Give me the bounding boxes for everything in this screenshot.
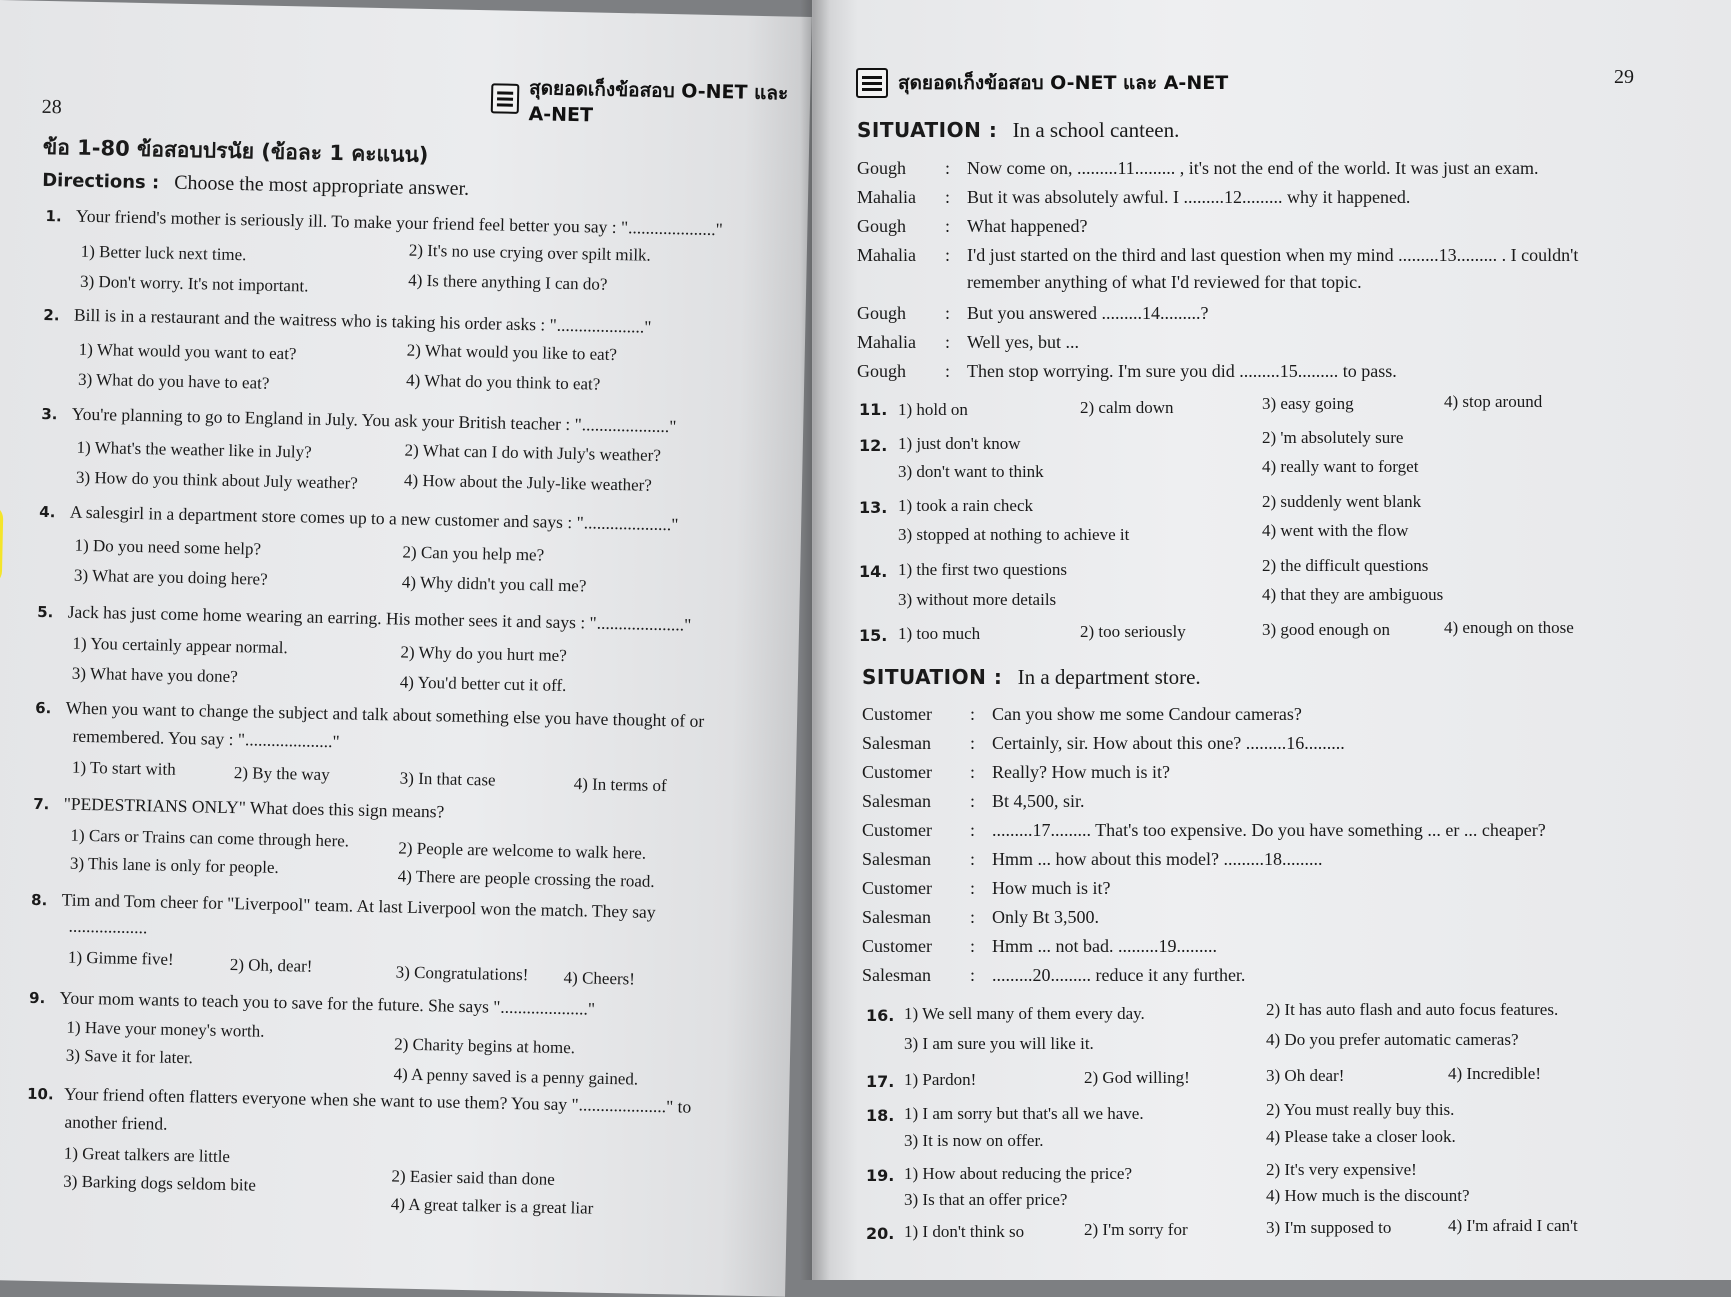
question-number: 13.: [859, 498, 888, 517]
dialogue-line: Gough : But you answered .........14.........?: [857, 303, 1697, 332]
dialogue-line: Salesman : Bt 4,500, sir.: [862, 791, 1702, 820]
option[interactable]: 2) It has auto flash and auto focus features.: [1266, 1000, 1559, 1019]
page-number: 29: [1614, 66, 1634, 88]
option[interactable]: 2) the difficult questions: [1262, 556, 1429, 575]
option[interactable]: 3) don't want to think: [898, 462, 1044, 481]
line-text: Really? How much is it?: [992, 762, 1170, 782]
speaker: Gough: [857, 361, 906, 381]
question-number: 8.: [30, 890, 48, 910]
option[interactable]: 1) We sell many of them every day.: [904, 1004, 1145, 1023]
question-number: 20.: [866, 1224, 895, 1243]
option[interactable]: 3) How do you think about July weather?: [75, 467, 359, 493]
question-7: [33, 793, 773, 830]
option[interactable]: 3) Don't worry. It's not important.: [79, 271, 309, 296]
option[interactable]: 3) without more details: [898, 590, 1057, 609]
speaker: Customer: [862, 820, 932, 840]
option[interactable]: 2) Oh, dear!: [229, 955, 313, 976]
question-number: 9.: [28, 988, 46, 1008]
question-number: 14.: [859, 562, 888, 581]
option[interactable]: 1) hold on: [898, 400, 968, 419]
option[interactable]: 4) Incredible!: [1448, 1064, 1541, 1083]
directions-label: Directions :: [42, 169, 160, 194]
line-text: I'd just started on the third and last question when my mind .........13......... . I couldn't: [967, 245, 1579, 265]
option[interactable]: 1) Cars or Trains can come through here.: [70, 825, 350, 851]
option[interactable]: 2) Easier said than done: [391, 1166, 555, 1189]
question-text: A salesgirl in a department store comes up to a new customer and says : "....................": [69, 501, 679, 535]
question-number: 16.: [866, 1006, 895, 1025]
speaker: Gough: [857, 158, 906, 178]
section-title: ข้อ 1-80 ข้อสอบปรนัย (ข้อละ 1 คะแนน): [42, 134, 429, 168]
question-text: You're planning to go to England in July. You ask your British teacher : "....................": [71, 403, 677, 437]
option[interactable]: 3) In that case: [399, 768, 496, 790]
option[interactable]: 1) took a rain check: [898, 496, 1033, 515]
option[interactable]: 1) I don't think so: [904, 1222, 1025, 1241]
option[interactable]: 2) People are welcome to walk here.: [398, 838, 647, 863]
question-number: 11.: [859, 400, 888, 419]
book-icon: [856, 68, 888, 98]
book-title: สุดยอดเก็งข้อสอบ O-NET และ A-NET: [898, 72, 1229, 94]
option[interactable]: 1) Pardon!: [904, 1070, 977, 1089]
option[interactable]: 3) Barking dogs seldom bite: [63, 1171, 257, 1195]
option[interactable]: 3) Oh dear!: [1266, 1066, 1345, 1085]
question-text: When you want to change the subject and talk about something else you have thought of or: [65, 697, 705, 731]
line-text: remember anything of what I'd reviewed for that topic.: [967, 272, 1362, 292]
line-text: Well yes, but ...: [967, 332, 1080, 352]
question-3: [41, 403, 781, 440]
dialogue-line: [857, 272, 1697, 303]
question-number: 7.: [32, 794, 50, 814]
line-text: Hmm ... not bad. .........19.........: [992, 936, 1217, 956]
option[interactable]: 1) Gimme five!: [67, 947, 174, 969]
situation-label: SITUATION :: [862, 665, 1003, 689]
option[interactable]: 4) In terms of: [573, 774, 667, 796]
question-number: 3.: [41, 404, 58, 424]
line-text: Bt 4,500, sir.: [992, 791, 1085, 811]
directions-text: Choose the most appropriate answer.: [173, 171, 470, 200]
speaker: Gough: [857, 216, 906, 236]
option[interactable]: 2) Charity begins at home.: [394, 1034, 576, 1058]
question-number: 19.: [866, 1166, 895, 1185]
answer-16: [866, 1006, 894, 1026]
speaker: Salesman: [862, 965, 931, 985]
dialogue-2: [862, 704, 1702, 994]
dialogue-line: Gough : Then stop worrying. I'm sure you did .........15......... to pass.: [857, 361, 1697, 390]
option[interactable]: 3) What do you have to eat?: [77, 369, 270, 393]
line-text: What happened?: [967, 216, 1088, 236]
answer-17: [866, 1072, 894, 1092]
question-number: 17.: [866, 1072, 895, 1091]
speaker: Mahalia: [857, 332, 916, 352]
option[interactable]: 1) To start with: [71, 757, 176, 779]
dialogue-line: Salesman : Certainly, sir. How about this one? .........16.........: [862, 733, 1702, 762]
option[interactable]: 4) Do you prefer automatic cameras?: [1266, 1030, 1519, 1049]
option[interactable]: 2) It's no use crying over spilt milk.: [408, 240, 651, 265]
option[interactable]: 2) Can you help me?: [402, 542, 545, 565]
question-text: Jack has just come home wearing an earring. His mother sees it and says : "....................": [67, 601, 692, 635]
answer-13: [859, 498, 887, 518]
line-text: Certainly, sir. How about this one? .........16.........: [992, 733, 1345, 753]
option[interactable]: 2) too seriously: [1080, 622, 1186, 641]
option[interactable]: 4) went with the flow: [1262, 521, 1409, 540]
option[interactable]: 3) Congratulations!: [395, 962, 529, 985]
line-text: But it was absolutely awful. I .........12......... why it happened.: [967, 187, 1411, 207]
option[interactable]: 2) calm down: [1080, 398, 1174, 417]
speaker: Salesman: [862, 791, 931, 811]
book-icon: [491, 83, 519, 114]
option[interactable]: 3) Save it for later.: [65, 1045, 194, 1068]
situation-label: SITUATION :: [857, 118, 998, 142]
option[interactable]: 4) stop around: [1444, 392, 1543, 411]
option[interactable]: 3) good enough on: [1262, 620, 1390, 639]
answer-14: [859, 562, 887, 582]
option[interactable]: 2) Why do you hurt me?: [400, 642, 567, 666]
dialogue-line: Customer : How much is it?: [862, 878, 1702, 907]
answer-12: [859, 436, 887, 456]
option[interactable]: 4) Cheers!: [563, 968, 636, 989]
option[interactable]: 4) What do you think to eat?: [405, 370, 601, 394]
option[interactable]: 4) that they are ambiguous: [1262, 585, 1444, 604]
question-number: 1.: [45, 207, 62, 226]
option[interactable]: 2) You must really buy this.: [1266, 1100, 1455, 1119]
question-number: 4.: [39, 502, 56, 522]
option[interactable]: 1) Do you need some help?: [74, 535, 262, 559]
option[interactable]: 1) the first two questions: [898, 560, 1068, 579]
line-text: .........17......... That's too expensive. Do you have something ... er ... cheaper?: [992, 820, 1546, 840]
question-number: 6.: [34, 698, 52, 718]
option[interactable]: 2) God willing!: [1084, 1068, 1190, 1087]
question-text-cont: ..................: [68, 915, 148, 938]
option[interactable]: 4) really want to forget: [1262, 457, 1419, 476]
left-page: [0, 0, 812, 1297]
situation-2: [862, 665, 1201, 690]
line-text: Now come on, .........11......... , it's not the end of the world. It was just an exam.: [967, 158, 1539, 178]
dialogue-line: Mahalia : I'd just started on the third and last question when my mind .........13......... . I couldn't: [857, 245, 1697, 272]
situation-text: In a school canteen.: [1012, 118, 1180, 142]
answer-15: [859, 626, 887, 646]
option[interactable]: 4) A great talker is a great liar: [390, 1194, 594, 1218]
option[interactable]: 4) enough on those: [1444, 618, 1574, 637]
speaker: Mahalia: [857, 245, 916, 265]
option[interactable]: 1) How about reducing the price?: [904, 1164, 1132, 1183]
option[interactable]: 2) What can I do with July's weather?: [404, 440, 662, 465]
option[interactable]: 1) Great talkers are little: [63, 1143, 231, 1167]
question-number: 12.: [859, 436, 888, 455]
dialogue-line: Gough : Now come on, .........11......... , it's not the end of the world. It was just an exam.: [857, 158, 1697, 187]
dialogue-line: Salesman : Only Bt 3,500.: [862, 907, 1702, 936]
book-title: สุดยอดเก็งข้อสอบ O-NET และ A-NET: [528, 77, 789, 127]
option[interactable]: 3) It is now on offer.: [904, 1131, 1044, 1150]
option[interactable]: 3) Is that an offer price?: [904, 1190, 1068, 1209]
option[interactable]: 1) What's the weather like in July?: [76, 437, 312, 462]
dialogue-line: Salesman : Hmm ... how about this model? .........18.........: [862, 849, 1702, 878]
question-text: Your friend's mother is seriously ill. To make your friend feel better you say : "....................": [75, 205, 724, 240]
speaker: Gough: [857, 303, 906, 323]
speaker: Salesman: [862, 733, 931, 753]
speaker: Salesman: [862, 849, 931, 869]
answer-18: [866, 1106, 894, 1126]
dialogue-line: Mahalia : But it was absolutely awful. I .........12......... why it happened.: [857, 187, 1697, 216]
option[interactable]: 3) I'm supposed to: [1266, 1218, 1392, 1237]
option[interactable]: 4) Please take a closer look.: [1266, 1127, 1456, 1146]
speaker: Mahalia: [857, 187, 916, 207]
speaker: Customer: [862, 936, 932, 956]
question-text-cont: another friend.: [64, 1111, 168, 1134]
question-5: [37, 601, 777, 638]
line-text: How much is it?: [992, 878, 1111, 898]
question-text: Your friend often flatters everyone when she want to use them? You say "...................." to: [63, 1083, 692, 1117]
option[interactable]: 2) What would you like to eat?: [406, 340, 618, 364]
question-1: [45, 205, 785, 242]
option[interactable]: 4) You'd better cut it off.: [399, 672, 567, 696]
option[interactable]: 1) too much: [898, 624, 981, 643]
speaker: Customer: [862, 878, 932, 898]
line-text: Can you show me some Candour cameras?: [992, 704, 1302, 724]
option[interactable]: 3) stopped at nothing to achieve it: [898, 525, 1130, 544]
question-number: 10.: [26, 1084, 54, 1104]
question-number: 2.: [43, 305, 60, 325]
option[interactable]: 4) I'm afraid I can't: [1448, 1216, 1578, 1235]
page-number: 28: [41, 95, 62, 119]
yellow-tab-marker: [0, 505, 3, 586]
question-4: [39, 501, 779, 538]
question-number: 15.: [859, 626, 888, 645]
option[interactable]: 2) suddenly went blank: [1262, 492, 1422, 511]
option[interactable]: 2) I'm sorry for: [1084, 1220, 1188, 1239]
dialogue-line: Customer : .........17......... That's too expensive. Do you have something ... er ... cheaper?: [862, 820, 1702, 849]
option[interactable]: 3) This lane is only for people.: [69, 853, 279, 878]
option[interactable]: 3) What are you doing here?: [73, 565, 268, 589]
line-text: But you answered .........14.........?: [967, 303, 1209, 323]
speaker: [857, 272, 945, 303]
directions: [42, 169, 469, 201]
answer-11: [859, 400, 887, 420]
left-page-header: [491, 72, 811, 131]
line-text: Only Bt 3,500.: [992, 907, 1100, 927]
speaker: Customer: [862, 762, 932, 782]
question-number: 5.: [37, 602, 54, 622]
option[interactable]: 4) How much is the discount?: [1266, 1186, 1470, 1205]
option[interactable]: 3) I am sure you will like it.: [904, 1034, 1094, 1053]
option[interactable]: 1) Have your money's worth.: [66, 1017, 265, 1041]
question-text: Tim and Tom cheer for "Liverpool" team. At last Liverpool won the match. They say: [61, 889, 656, 922]
option[interactable]: 4) There are people crossing the road.: [397, 866, 655, 891]
option[interactable]: 4) A penny saved is a penny gained.: [393, 1064, 639, 1089]
option[interactable]: 3) What have you done?: [71, 663, 238, 687]
speaker: Customer: [862, 704, 932, 724]
option[interactable]: 2) By the way: [233, 763, 330, 785]
option[interactable]: 1) I am sorry but that's all we have.: [904, 1104, 1144, 1123]
dialogue-line: Customer : Really? How much is it?: [862, 762, 1702, 791]
speaker: Salesman: [862, 907, 931, 927]
option[interactable]: 4) Why didn't you call me?: [401, 572, 587, 596]
dialogue-line: Customer : Can you show me some Candour cameras?: [862, 704, 1702, 733]
question-text: Bill is in a restaurant and the waitress who is taking his order asks : "....................": [73, 304, 652, 337]
question-text: "PEDESTRIANS ONLY" What does this sign means?: [63, 793, 445, 822]
question-number: 18.: [866, 1106, 895, 1125]
book-gutter: [800, 0, 830, 1280]
question-2: [43, 304, 783, 341]
answer-19: [866, 1166, 894, 1186]
dialogue-1: [857, 158, 1697, 390]
option[interactable]: 1) just don't know: [898, 434, 1021, 453]
option[interactable]: 2) 'm absolutely sure: [1262, 428, 1404, 447]
question-text: Your mom wants to teach you to save for the future. She says "....................": [59, 987, 596, 1019]
right-page-header: [856, 68, 1228, 98]
option[interactable]: 1) You certainly appear normal.: [72, 633, 288, 658]
option[interactable]: 4) How about the July-like weather?: [403, 470, 653, 495]
situation-text: In a department store.: [1017, 665, 1201, 689]
option[interactable]: 1) What would you want to eat?: [78, 339, 297, 364]
dialogue-line: Mahalia : Well yes, but ...: [857, 332, 1697, 361]
option[interactable]: 1) Better luck next time.: [80, 241, 247, 265]
dialogue-line: Salesman : .........20......... reduce it any further.: [862, 965, 1702, 994]
option[interactable]: 4) Is there anything I can do?: [408, 270, 608, 294]
line-text: .........20......... reduce it any further.: [992, 965, 1246, 985]
dialogue-line: Customer : Hmm ... not bad. .........19.........: [862, 936, 1702, 965]
option[interactable]: 3) easy going: [1262, 394, 1354, 413]
dialogue-line: Gough : What happened?: [857, 216, 1697, 245]
line-text: Then stop worrying. I'm sure you did .........15......... to pass.: [967, 361, 1397, 381]
question-text-cont: remembered. You say : "....................": [72, 725, 340, 752]
situation-1: [857, 118, 1179, 143]
line-text: Hmm ... how about this model? .........18.........: [992, 849, 1323, 869]
option[interactable]: 2) It's very expensive!: [1266, 1160, 1417, 1179]
answer-20: [866, 1224, 894, 1244]
right-page: [812, 0, 1731, 1280]
